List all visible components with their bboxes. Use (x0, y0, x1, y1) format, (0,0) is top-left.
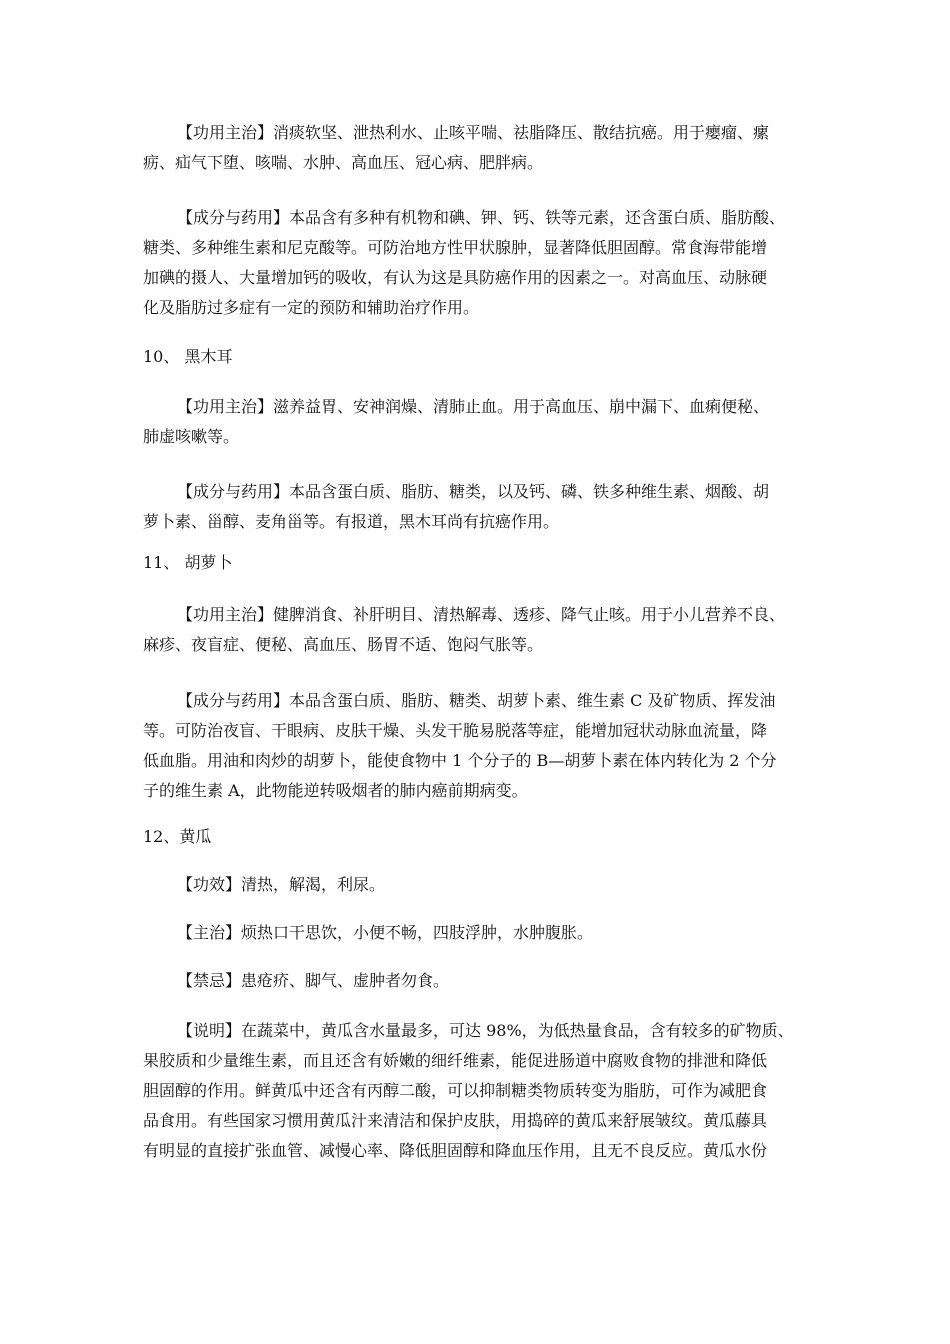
paragraph-line: 子的维生素 A，此物能逆转吸烟者的肺内癌前期病变。 (143, 781, 528, 800)
paragraph-line: 胆固醇的作用。鲜黄瓜中还含有丙醇二酸，可以抑制糖类物质转变为脂肪，可作为减肥食 (143, 1081, 768, 1100)
paragraph-line: 糖类、多种维生素和尼克酸等。可防治地方性甲状腺肿，显著降低胆固醇。常食海带能增 (143, 238, 768, 257)
paragraph-line: 肺虚咳嗽等。 (143, 427, 240, 446)
paragraph-line: 品食用。有些国家习惯用黄瓜汁来清洁和保护皮肤，用捣碎的黄瓜来舒展皱纹。黄瓜藤具 (143, 1111, 768, 1130)
paragraph (143, 203, 815, 323)
paragraph (143, 1016, 815, 1166)
paragraph-line: 【功用主治】消痰软坚、泄热利水、止咳平喘、祛脂降压、散结抗癌。用于瘿瘤、瘰 (177, 123, 770, 142)
paragraph (143, 118, 815, 178)
paragraph-line: 【主治】烦热口干思饮，小便不畅，四肢浮肿，水肿腹胀。 (177, 923, 594, 942)
paragraph-line: 萝卜素、甾醇、麦角甾等。有报道，黑木耳尚有抗癌作用。 (143, 512, 560, 531)
paragraph-line: 低血脂。用油和肉炒的胡萝卜，能使食物中 1 个分子的 B—胡萝卜素在体内转化为 2 个分 (143, 751, 777, 770)
paragraph-line: 【成分与药用】本品含有多种有机物和碘、钾、钙、铁等元素，还含蛋白质、脂肪酸、 (177, 208, 786, 227)
paragraph (143, 870, 815, 900)
paragraph-line: 【禁忌】患疮疥、脚气、虚肿者勿食。 (177, 971, 450, 990)
paragraph (143, 918, 815, 948)
paragraph (143, 392, 815, 452)
paragraph-line: 等。可防治夜盲、干眼病、皮肤干燥、头发干脆易脱落等症，能增加冠状动脉血流量，降 (143, 721, 768, 740)
paragraph-line: 【说明】在蔬菜中，黄瓜含水量最多，可达 98%，为低热量食品，含有较多的矿物质、 (177, 1021, 794, 1040)
paragraph (143, 686, 815, 806)
paragraph-line: 有明显的直接扩张血管、减慢心率、降低胆固醇和降血压作用，且无不良反应。黄瓜水份 (143, 1141, 768, 1160)
paragraph-line: 【成分与药用】本品含蛋白质、脂肪、糖类、胡萝卜素、维生素 C 及矿物质、挥发油 (177, 691, 776, 710)
paragraph-line: 【成分与药用】本品含蛋白质、脂肪、糖类，以及钙、磷、铁多种维生素、烟酸、胡 (177, 482, 770, 501)
paragraph-line: 果胶质和少量维生素，而且还含有娇嫩的细纤维素，能促进肠道中腐败食物的排泄和降低 (143, 1051, 768, 1070)
paragraph-line: 【功用主治】健脾消食、补肝明目、清热解毒、透疹、降气止咳。用于小儿营养不良、 (177, 605, 786, 624)
paragraph-line: 化及脂肪过多症有一定的预防和辅助治疗作用。 (143, 298, 480, 317)
paragraph-line: 加碘的摄人、大量增加钙的吸收，有认为这是具防癌作用的因素之一。对高血压、动脉硬 (143, 268, 768, 287)
section-heading: 12、黄瓜 (143, 827, 212, 846)
paragraph (143, 600, 815, 660)
paragraph-line: 【功效】清热，解渴，利尿。 (177, 875, 386, 894)
paragraph (143, 477, 815, 537)
paragraph (143, 966, 815, 996)
section-heading: 10、 黑木耳 (143, 347, 233, 366)
paragraph-line: 疬、疝气下堕、咳喘、水肿、高血压、冠心病、肥胖病。 (143, 153, 544, 172)
paragraph-line: 麻疹、夜盲症、便秘、高血压、肠胃不适、饱闷气胀等。 (143, 635, 544, 654)
paragraph-line: 【功用主治】滋养益胃、安神润燥、清肺止血。用于高血压、崩中漏下、血痢便秘、 (177, 397, 770, 416)
section-heading: 11、 胡萝卜 (143, 553, 233, 572)
